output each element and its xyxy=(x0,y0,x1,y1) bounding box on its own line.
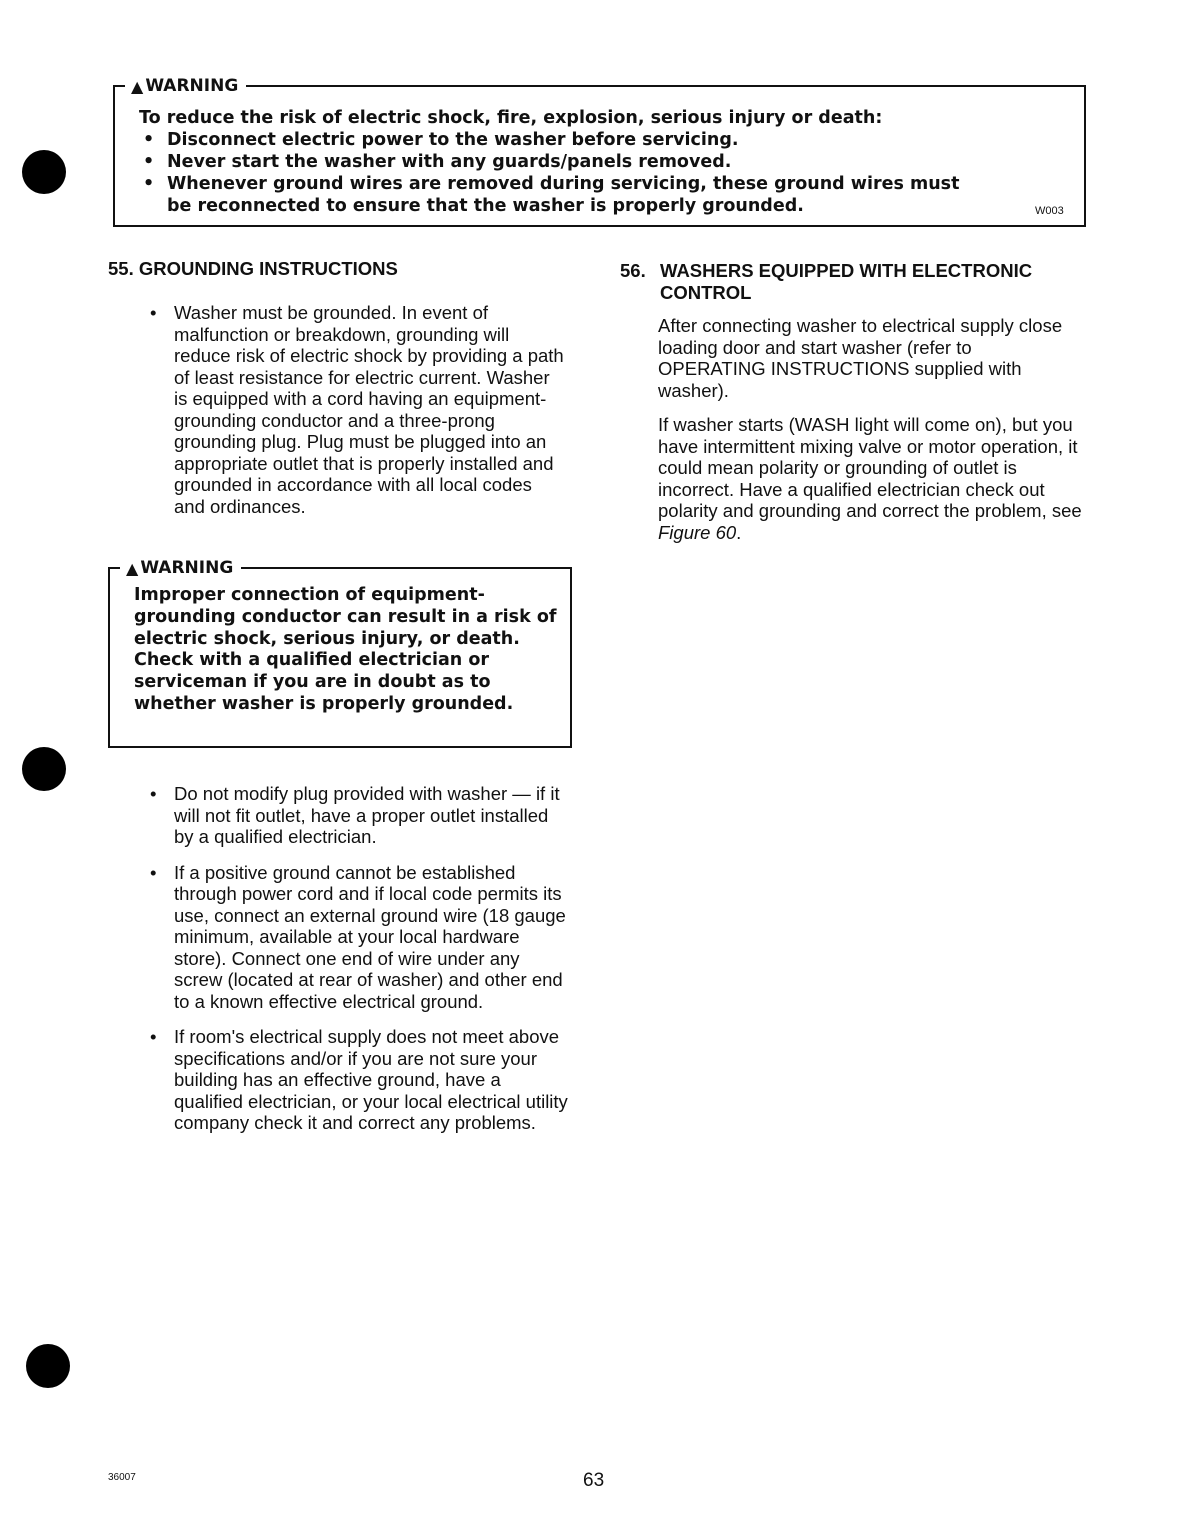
page-number: 63 xyxy=(583,1470,605,1491)
top-warning-content xyxy=(139,107,1059,217)
binder-hole-middle xyxy=(22,747,66,791)
top-warning-bullet: • Whenever ground wires are removed during servicing, these ground wires must be reconnected to ensure that the washer is properly grounded. xyxy=(139,173,1059,217)
top-warning-bullet: • Disconnect electric power to the washer before servicing. xyxy=(139,129,1059,151)
grounding-warning-title: WARNING xyxy=(140,558,234,578)
binder-hole-bottom xyxy=(26,1344,70,1388)
header-rule-right xyxy=(241,567,572,569)
binder-hole-top xyxy=(22,150,66,194)
header-rule-left xyxy=(108,567,120,569)
section-56-paragraph-2-text: If washer starts (WASH light will come on), but you have intermittent mixing valve or motor operation, it could mean polarity or grounding of outlet is incorrect. Have a qualified electrician check out polarity and grounding and correct the problem, see xyxy=(658,414,1082,521)
grounding-warning-text: Improper connection of equipment-grounding conductor can result in a risk of electric shock, serious injury, or death. Check with a qualified electrician or serviceman if you are in doubt as to whether washer is properly grounded. xyxy=(134,585,557,714)
section-56-heading xyxy=(620,260,1080,304)
warning-triangle-icon: ▲ xyxy=(126,558,139,578)
header-rule-left xyxy=(113,85,125,87)
top-warning-code: W003 xyxy=(1035,205,1064,217)
top-warning-intro: To reduce the risk of electric shock, fire, explosion, serious injury or death: xyxy=(139,108,883,128)
section-55-bullet: • Washer must be grounded. In event of malfunction or breakdown, grounding will reduce risk of electric shock by providing a path of least resistance for electric current. Washer is equipped with a cord having an equipment-grounding conductor and a three-prong grounding plug. Plug must be plugged into an appropriate outlet that is properly installed and grounded in accordance with all local codes and ordinances. xyxy=(146,302,566,517)
top-warning-title: WARNING xyxy=(145,76,239,96)
section-56-paragraph-2-end: . xyxy=(736,521,742,543)
document-number: 36007 xyxy=(108,1472,136,1483)
header-rule-right xyxy=(246,85,1086,87)
section-56-title: WASHERS EQUIPPED WITH ELECTRONIC CONTROL xyxy=(660,260,1033,303)
section-56-paragraph-1: After connecting washer to electrical supply close loading door and start washer (refer to OPERATING INSTRUCTIONS supplied with washer). xyxy=(658,315,1063,401)
top-warning-header xyxy=(113,76,1086,96)
top-warning-list xyxy=(139,129,1059,217)
section-55-bullet: • Do not modify plug provided with washer — if it will not fit outlet, have a proper outlet installed by a qualified electrician. xyxy=(146,783,570,848)
section-55-number: 55. xyxy=(108,258,134,279)
section-56-paragraph-2 xyxy=(658,414,1083,543)
section-55-list-2 xyxy=(146,783,570,1148)
section-55-title: GROUNDING INSTRUCTIONS xyxy=(138,258,398,279)
grounding-warning-header xyxy=(108,558,572,578)
section-55-heading xyxy=(108,258,398,280)
section-55-bullet: • If room's electrical supply does not meet above specifications and/or if you are not sure your building has an effective ground, have a qualified electrician, or your local electrical utility company check it and correct any problems. xyxy=(146,1026,570,1134)
section-55-bullet: • If a positive ground cannot be established through power cord and if local code permits its use, connect an external ground wire (18 gauge minimum, available at your local hardware store). Connect one end of wire under any screw (located at rear of washer) and other end to a known effective electrical ground. xyxy=(146,862,570,1013)
section-56-number: 56. xyxy=(620,260,646,281)
figure-reference: Figure 60 xyxy=(658,521,737,543)
section-55-list-1 xyxy=(146,302,566,531)
section-56-body xyxy=(658,315,1083,543)
warning-triangle-icon: ▲ xyxy=(131,76,144,96)
top-warning-bullet: • Never start the washer with any guards/panels removed. xyxy=(139,151,1059,173)
